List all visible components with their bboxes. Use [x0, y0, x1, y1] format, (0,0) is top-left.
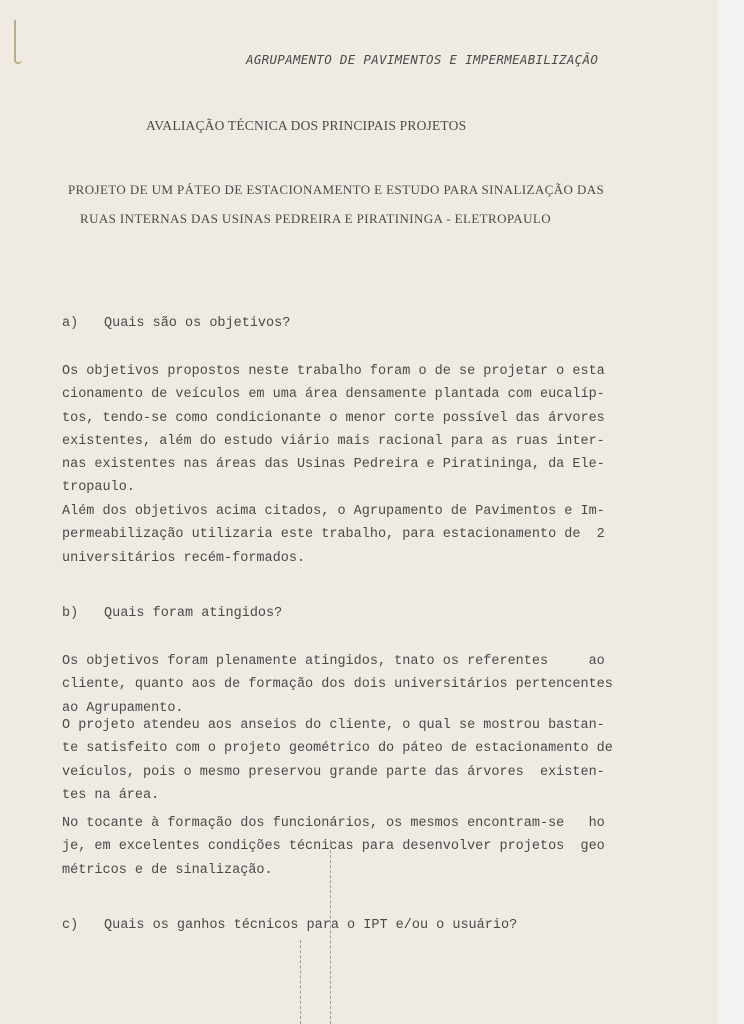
text-line: cionamento de veículos em uma área densamente plantada com eucalíp- — [62, 387, 605, 403]
question-letter: c) — [62, 918, 79, 933]
text-line: tropaulo. — [62, 480, 135, 496]
question-c — [62, 918, 517, 933]
question-text: Quais foram atingidos? — [104, 606, 283, 621]
paragraph-b2 — [62, 714, 648, 807]
text-line: tos, tendo-se como condicionante o menor corte possível das árvores — [62, 410, 605, 426]
paragraph-a1 — [62, 360, 648, 500]
project-title-line-1: PROJETO DE UM PÁTEO DE ESTACIONAMENTO E ESTUDO PARA SINALIZAÇÃO DAS — [68, 182, 605, 197]
text-line: te satisfeito com o projeto geométrico do páteo de estacionamento de — [62, 741, 613, 757]
paragraph-b3 — [62, 812, 648, 882]
fold-mark — [300, 940, 301, 1024]
text-line: ao Agrupamento. — [62, 700, 184, 716]
text-line: Além dos objetivos acima citados, o Agrupamento de Pavimentos e Im- — [62, 504, 605, 519]
question-letter: a) — [62, 316, 79, 331]
text-line: existentes, além do estudo viário mais racional para as ruas inter- — [62, 433, 605, 449]
question-b — [62, 606, 282, 621]
paragraph-a2 — [62, 500, 648, 570]
question-text: Quais são os objetivos? — [104, 316, 291, 331]
text-line: je, em excelentes condições técnicas para desenvolver projetos geo — [62, 839, 605, 855]
project-title-line-2: RUAS INTERNAS DAS USINAS PEDREIRA E PIRATININGA - ELETROPAULO — [80, 211, 552, 226]
question-text: Quais os ganhos técnicos para o IPT e/ou o usuário? — [104, 918, 518, 933]
text-line: nas existentes nas áreas das Usinas Pedreira e Piratininga, da Ele- — [62, 457, 605, 473]
paragraph-b1 — [62, 650, 648, 720]
text-line: métricos e de sinalização. — [62, 862, 273, 878]
text-line: cliente, quanto aos de formação dos dois universitários pertencentes — [62, 677, 613, 693]
text-line: O projeto atendeu aos anseios do cliente, o qual se mostrou bastan- — [62, 718, 605, 733]
document-title: AVALIAÇÃO TÉCNICA DOS PRINCIPAIS PROJETOS — [146, 118, 467, 133]
text-line: universitários recém-formados. — [62, 550, 306, 566]
organization-header: AGRUPAMENTO DE PAVIMENTOS E IMPERMEABILIZAÇÃO — [246, 52, 599, 67]
fold-mark — [330, 840, 331, 1024]
text-line: permeabilização utilizaria este trabalho, para estacionamento de 2 — [62, 527, 605, 543]
text-line: No tocante à formação dos funcionários, os mesmos encontram-se ho — [62, 816, 605, 831]
question-a — [62, 316, 290, 331]
text-line: tes na área. — [62, 787, 160, 803]
text-line: Os objetivos foram plenamente atingidos, tnato os referentes ao — [62, 654, 605, 669]
text-line: Os objetivos propostos neste trabalho foram o de se projetar o esta — [62, 364, 605, 379]
text-line: veículos, pois o mesmo preservou grande parte das árvores existen- — [62, 764, 605, 780]
question-letter: b) — [62, 606, 79, 621]
staple-mark — [14, 20, 22, 64]
